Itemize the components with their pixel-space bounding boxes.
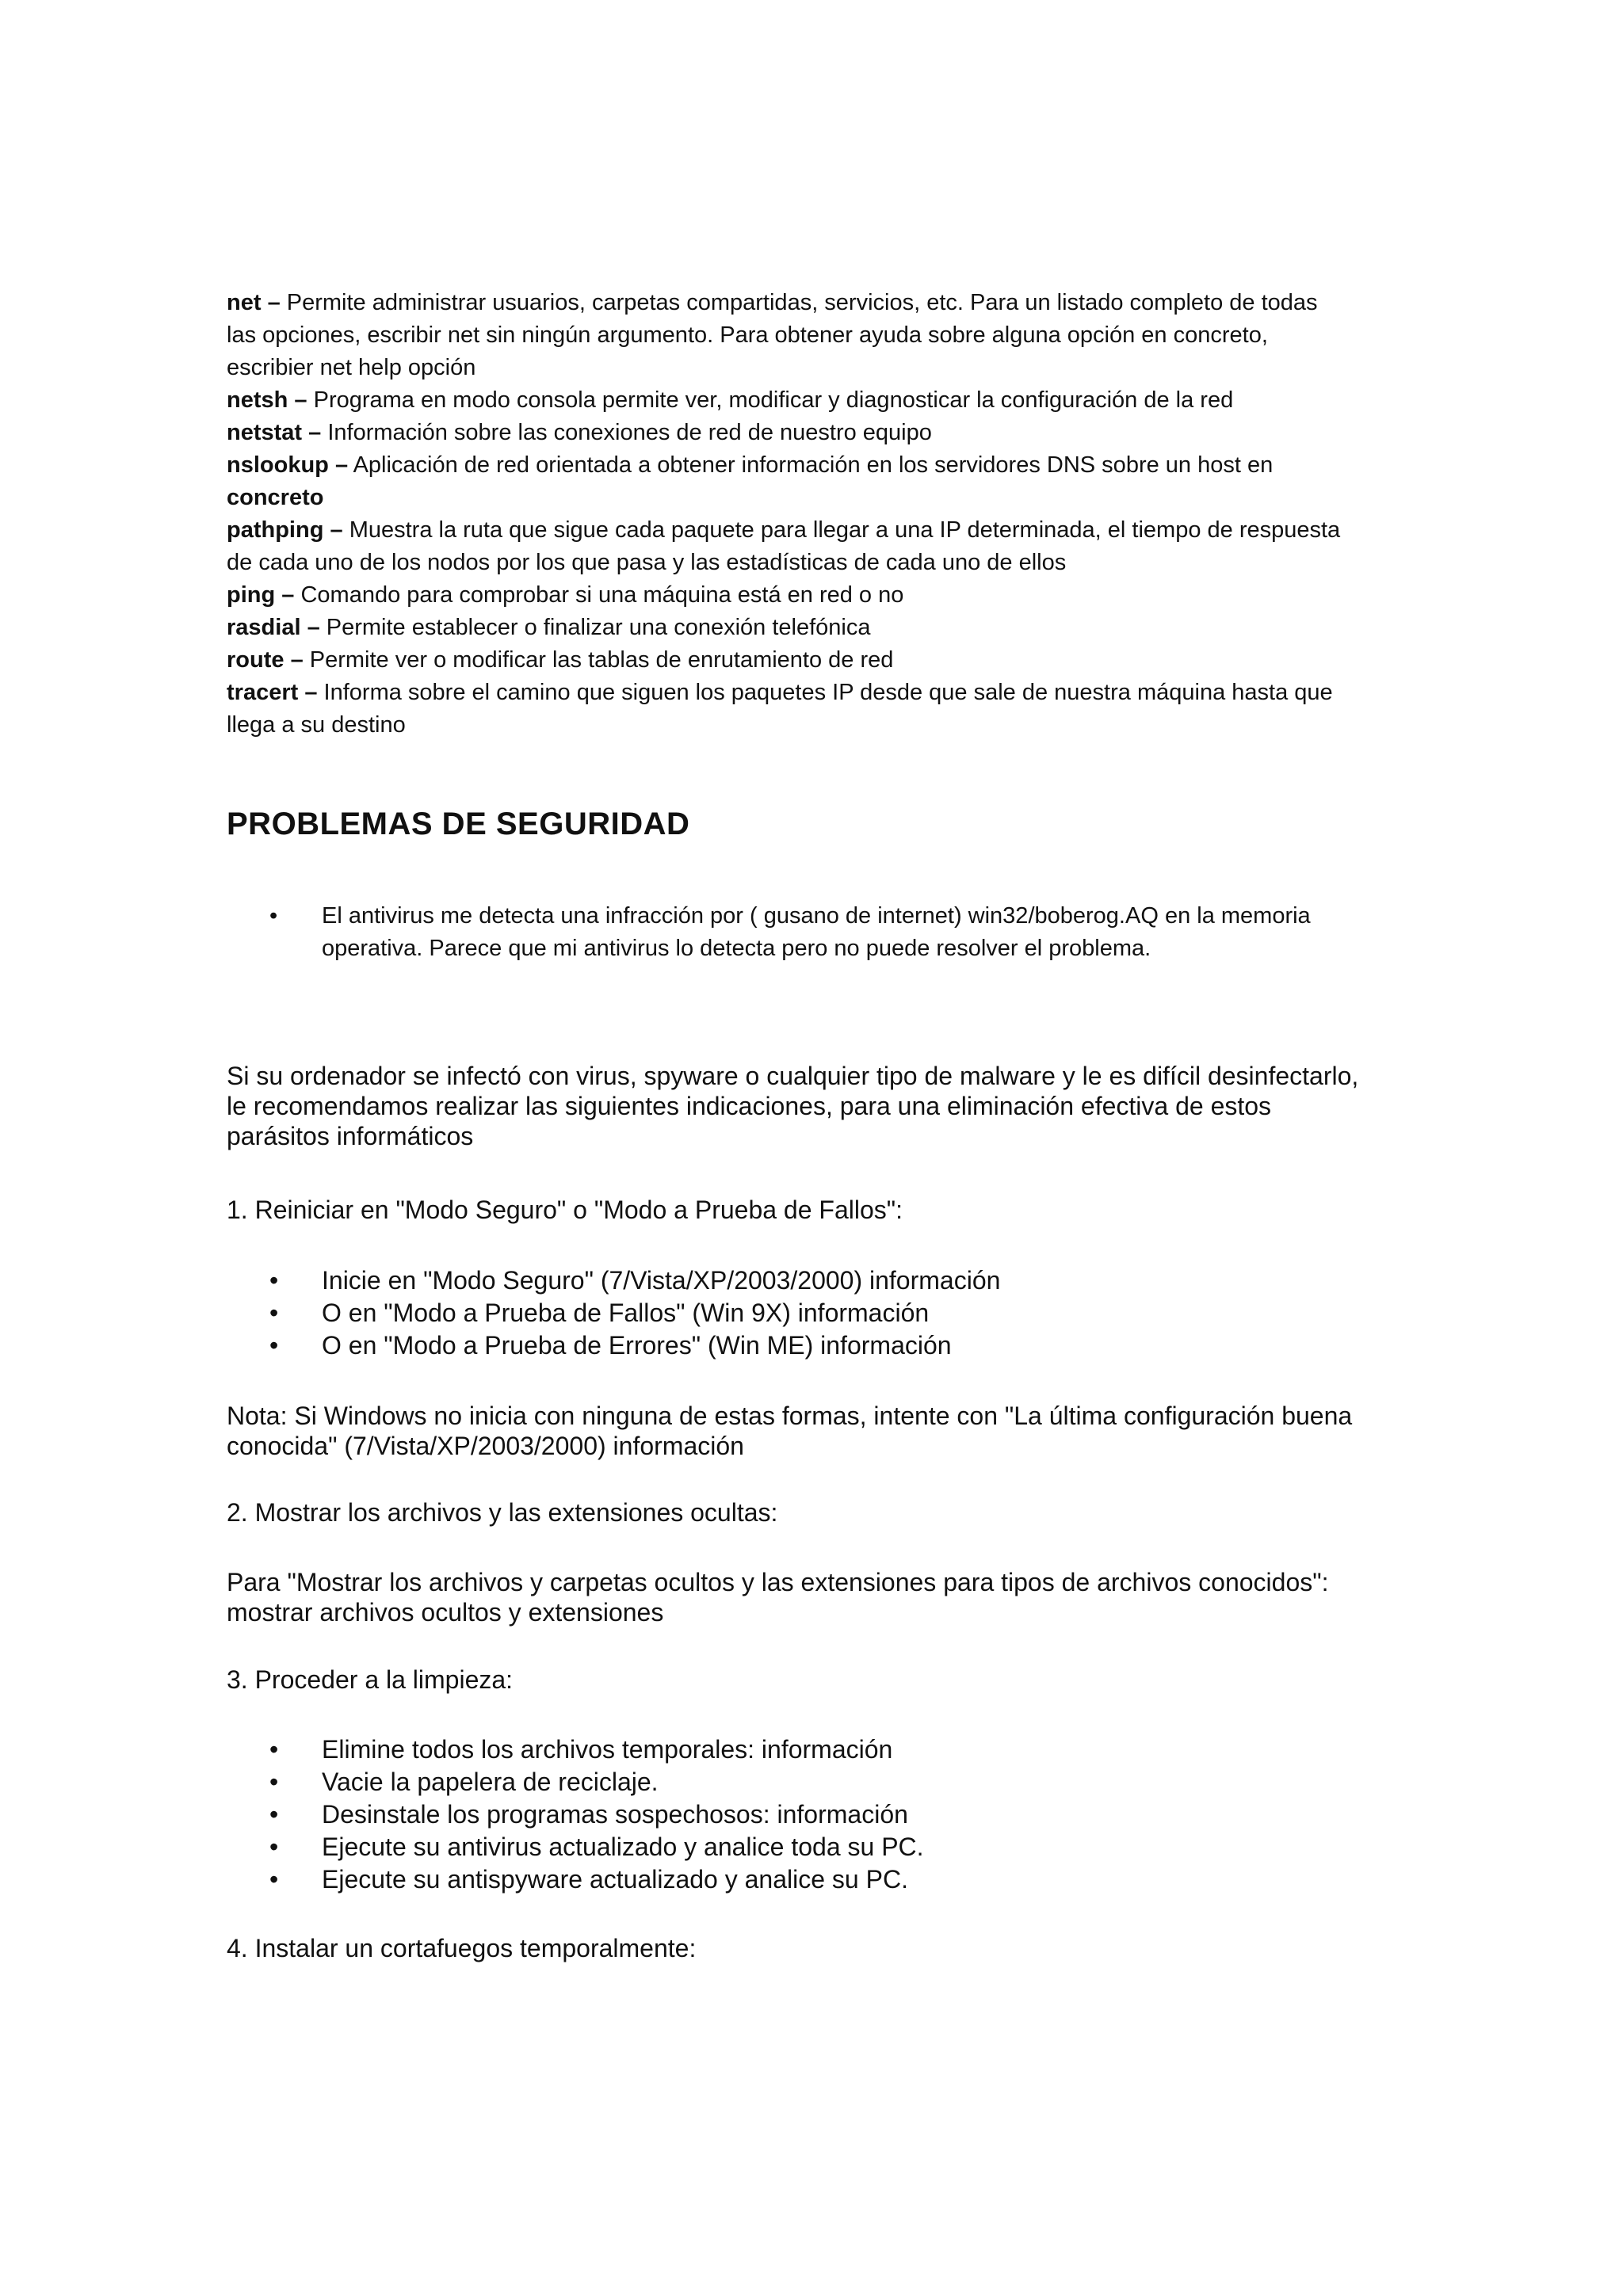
list-item bbox=[269, 1329, 1379, 1362]
list-item bbox=[269, 1863, 1379, 1896]
dash: – bbox=[267, 290, 281, 315]
bullet-icon: • bbox=[269, 1800, 279, 1829]
dash: – bbox=[304, 680, 318, 705]
command-name: net bbox=[227, 290, 262, 315]
step-4-heading: 4. Instalar un cortafuegos temporalmente: bbox=[227, 1934, 697, 1962]
list-item-text: Ejecute su antivirus actualizado y analice toda su PC. bbox=[322, 1833, 924, 1861]
command-desc-line: de cada uno de los nodos por los que pasa y las estadísticas de cada uno de ellos bbox=[227, 550, 1067, 575]
command-netsh bbox=[227, 384, 1415, 417]
list-item bbox=[269, 1297, 1379, 1329]
command-pathping bbox=[227, 514, 1415, 547]
command-name: nslookup bbox=[227, 452, 329, 478]
dash: – bbox=[330, 517, 343, 543]
step-2-paragraph bbox=[227, 1567, 1423, 1627]
dash: – bbox=[281, 582, 295, 608]
bullet-icon: • bbox=[269, 1331, 279, 1360]
bullet-icon: • bbox=[269, 1833, 279, 1861]
command-name: ping bbox=[227, 582, 276, 608]
note-line: Nota: Si Windows no inicia con ninguna de estas formas, intente con "La última configuración buena bbox=[227, 1402, 1353, 1430]
command-name: netsh bbox=[227, 387, 288, 413]
command-desc: Permite ver o modificar las tablas de enrutamiento de red bbox=[309, 647, 894, 673]
step-1-list bbox=[269, 1264, 1379, 1362]
command-desc: Permite administrar usuarios, carpetas compartidas, servicios, etc. Para un listado completo de todas bbox=[286, 290, 1318, 315]
step-2-line: Para "Mostrar los archivos y carpetas ocultos y las extensiones para tipos de archivos conocidos": bbox=[227, 1568, 1329, 1596]
bullet-text-line: El antivirus me detecta una infracción por ( gusano de internet) win32/boberog.AQ en la memoria bbox=[322, 903, 1311, 929]
list-item-text: Ejecute su antispyware actualizado y analice su PC. bbox=[322, 1865, 908, 1894]
intro-line: parásitos informáticos bbox=[227, 1122, 474, 1150]
list-item-text: Vacie la papelera de reciclaje. bbox=[322, 1768, 659, 1796]
command-desc-line: llega a su destino bbox=[227, 712, 406, 738]
dash: – bbox=[307, 615, 320, 640]
command-net bbox=[227, 287, 1415, 319]
bullet-icon: • bbox=[269, 1299, 279, 1327]
command-name: tracert bbox=[227, 680, 299, 705]
command-netstat bbox=[227, 417, 1415, 449]
command-desc: Aplicación de red orientada a obtener información en los servidores DNS sobre un host en bbox=[353, 452, 1274, 478]
note-line: conocida" (7/Vista/XP/2003/2000) información bbox=[227, 1432, 744, 1460]
dash: – bbox=[290, 647, 304, 673]
dash: – bbox=[294, 387, 307, 413]
command-ping bbox=[227, 579, 1415, 612]
intro-line: le recomendamos realizar las siguientes indicaciones, para una eliminación efectiva de estos bbox=[227, 1092, 1272, 1120]
command-tracert bbox=[227, 677, 1415, 709]
step-3-heading: 3. Proceder a la limpieza: bbox=[227, 1665, 514, 1694]
intro-line: Si su ordenador se infectó con virus, spyware o cualquier tipo de malware y le es difícil desinfectarlo, bbox=[227, 1062, 1359, 1090]
note-paragraph bbox=[227, 1401, 1423, 1461]
intro-paragraph bbox=[227, 1061, 1423, 1151]
command-desc: Informa sobre el camino que siguen los paquetes IP desde que sale de nuestra máquina hasta que bbox=[323, 680, 1333, 705]
command-name: route bbox=[227, 647, 285, 673]
command-route bbox=[227, 644, 1415, 677]
command-desc-line: las opciones, escribir net sin ningún argumento. Para obtener ayuda sobre alguna opción en concreto, bbox=[227, 322, 1268, 348]
dash: – bbox=[334, 452, 349, 478]
command-desc: Muestra la ruta que sigue cada paquete para llegar a una IP determinada, el tiempo de respuesta bbox=[349, 517, 1341, 543]
list-item bbox=[269, 1766, 1379, 1798]
list-item bbox=[269, 1798, 1379, 1831]
list-item-text: O en "Modo a Prueba de Errores" (Win ME) información bbox=[322, 1331, 952, 1360]
dash: – bbox=[308, 420, 322, 445]
command-name: rasdial bbox=[227, 615, 301, 640]
step-2-heading: 2. Mostrar los archivos y las extensiones ocultas: bbox=[227, 1498, 778, 1527]
list-item-text: Desinstale los programas sospechosos: información bbox=[322, 1800, 908, 1829]
list-item bbox=[269, 1733, 1379, 1766]
list-item-text: Inicie en "Modo Seguro" (7/Vista/XP/2003/2000) información bbox=[322, 1266, 1001, 1295]
list-item bbox=[269, 900, 1426, 965]
command-rasdial bbox=[227, 612, 1415, 644]
bullet-text-line: operativa. Parece que mi antivirus lo detecta pero no puede resolver el problema. bbox=[322, 936, 1151, 961]
command-desc: Comando para comprobar si una máquina está en red o no bbox=[300, 582, 904, 608]
command-desc-line bbox=[227, 482, 1415, 514]
command-desc-line: escribier net help opción bbox=[227, 355, 476, 380]
command-name: netstat bbox=[227, 420, 303, 445]
step-1-heading: 1. Reiniciar en "Modo Seguro" o "Modo a Prueba de Fallos": bbox=[227, 1196, 903, 1224]
bullet-icon: • bbox=[269, 1865, 279, 1894]
bold-tail: concreto bbox=[227, 485, 324, 510]
bullet-icon: • bbox=[269, 1266, 279, 1295]
command-desc: Permite establecer o finalizar una conexión telefónica bbox=[326, 615, 871, 640]
list-item-text: O en "Modo a Prueba de Fallos" (Win 9X) información bbox=[322, 1299, 930, 1327]
bullet-icon: • bbox=[269, 1768, 279, 1796]
bullet-icon: • bbox=[269, 1735, 279, 1764]
security-bullet bbox=[269, 900, 1426, 965]
list-item-text: Elimine todos los archivos temporales: información bbox=[322, 1735, 893, 1764]
command-list bbox=[227, 287, 1415, 742]
command-desc: Información sobre las conexiones de red de nuestro equipo bbox=[327, 420, 932, 445]
step-3-list bbox=[269, 1733, 1379, 1896]
section-heading: PROBLEMAS DE SEGURIDAD bbox=[227, 807, 690, 841]
bullet-icon: • bbox=[269, 903, 278, 929]
command-name: pathping bbox=[227, 517, 324, 543]
list-item bbox=[269, 1264, 1379, 1297]
command-desc: Programa en modo consola permite ver, modificar y diagnosticar la configuración de la red bbox=[313, 387, 1234, 413]
list-item bbox=[269, 1831, 1379, 1863]
step-2-line: mostrar archivos ocultos y extensiones bbox=[227, 1598, 664, 1627]
command-nslookup bbox=[227, 449, 1415, 482]
